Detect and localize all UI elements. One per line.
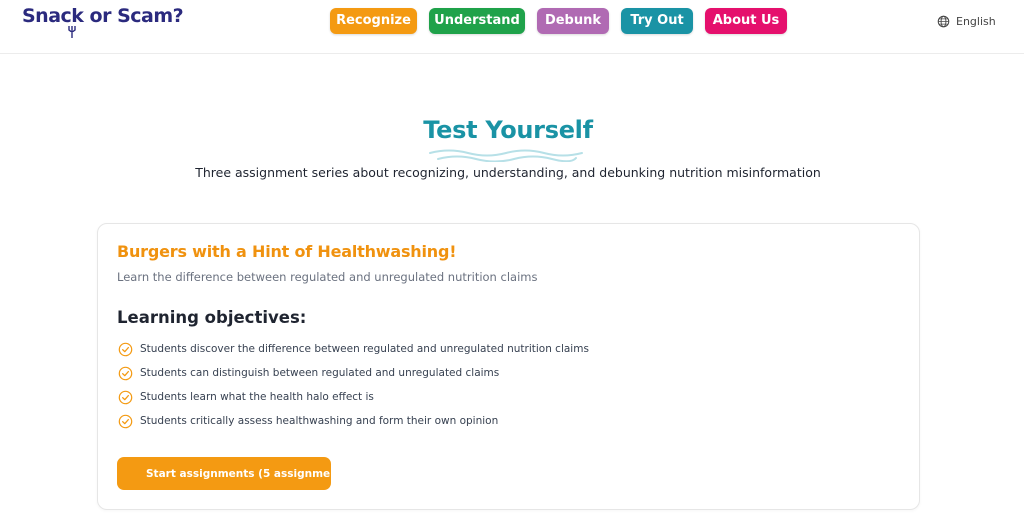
assignment-card (97, 223, 920, 510)
assignment-title: Burgers with a Hint of Healthwashing! (117, 242, 457, 261)
objective-text: Students discover the difference between regulated and unregulated nutrition claims (140, 343, 589, 355)
check-circle-icon (118, 414, 133, 429)
nav-try-out-button[interactable]: Try Out (621, 8, 693, 34)
check-circle-icon (118, 342, 133, 357)
start-assignments-label: Start assignments (5 assignments) (146, 467, 354, 480)
list-item (118, 340, 589, 358)
check-circle-icon (118, 390, 133, 405)
fork-icon (68, 26, 76, 38)
objective-text: Students can distinguish between regulated and unregulated claims (140, 367, 500, 379)
list-item (118, 388, 374, 406)
site-header (0, 0, 1024, 54)
nav-recognize-button[interactable]: Recognize (330, 8, 417, 34)
language-selector[interactable] (937, 13, 996, 29)
nav-debunk-button[interactable]: Debunk (537, 8, 609, 34)
wave-decoration (428, 148, 584, 162)
site-logo[interactable]: Snack or Scam? (22, 5, 184, 27)
globe-icon (937, 15, 950, 28)
objective-text: Students critically assess healthwashing and form their own opinion (140, 415, 499, 427)
start-assignments-button[interactable] (117, 457, 354, 490)
check-circle-icon (118, 366, 133, 381)
page-subtitle: Three assignment series about recognizing, understanding, and debunking nutrition misinformation (195, 165, 821, 180)
list-item (118, 412, 498, 430)
learning-objectives-heading: Learning objectives: (117, 308, 307, 327)
objective-text: Students learn what the health halo effect is (140, 391, 374, 403)
assignment-subtitle: Learn the difference between regulated and unregulated nutrition claims (117, 270, 538, 284)
nav-about-us-button[interactable]: About Us (705, 8, 787, 34)
list-item (118, 364, 499, 382)
nav-understand-button[interactable]: Understand (429, 8, 525, 34)
language-label: English (956, 14, 996, 28)
page-title: Test Yourself (423, 116, 593, 144)
